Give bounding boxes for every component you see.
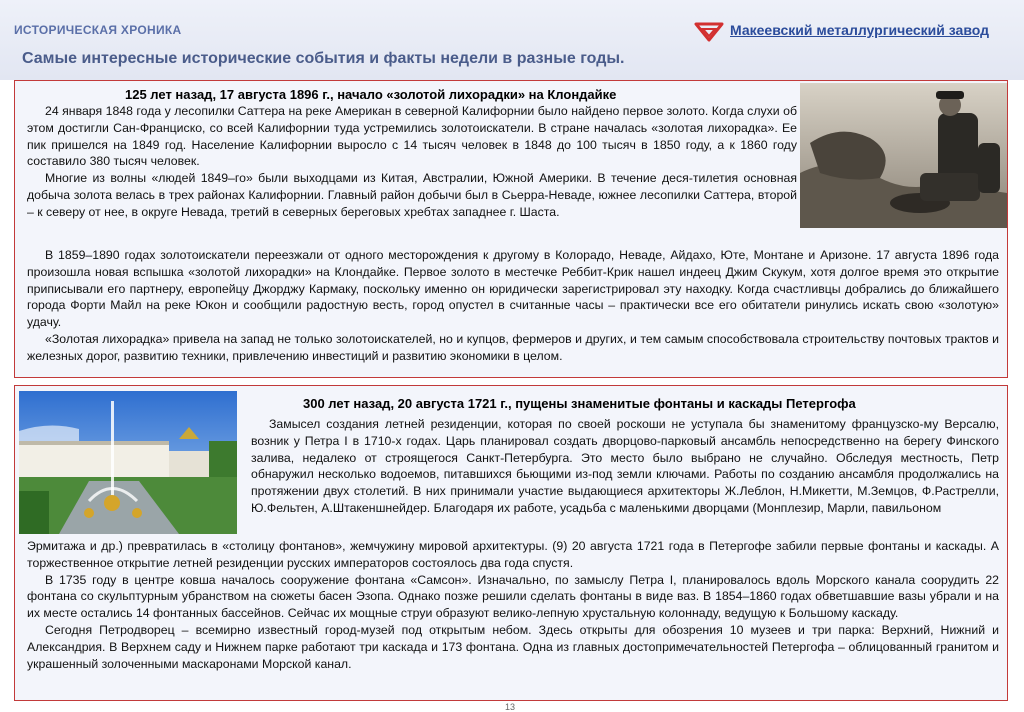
paragraph: «Золотая лихорадка» привела на запад не только золотоискателей, но и купцов, фермеров и других, и тем самым способствовала строительству почтовых трактов и железных дорог, развитию техники, привлечению инвестиций и развитию экономики в целом. [27,331,999,363]
paragraph: Эрмитажа и др.) превратилась в «столицу фонтанов», жемчужину мировой архитектуры. (9) 20 августа 1721 года в Петергофе забили первые фонтаны и каскады. А торжественное открытие летней резиденции русских императоров состоялось два года спустя. [27,539,999,570]
paragraph: Многие из волны «людей 1849–го» были выходцами из Китая, Австралии, Южной Америки. В течение деся-тилетия основная добыча золота велась в трех районах Калифорнии. Главный район добычи был в Сьерра-Неваде, южнее лесопилки Саттера, второй – к северу от нее, в округе Невада, третий в северных береговых хребтах западнее г. Шаста. [27,171,797,219]
article-text-full [27,538,999,672]
peterhof-fountains-photo [19,391,237,534]
article-text-full [27,247,999,365]
header-band [0,0,1024,80]
paragraph: В 1735 году в центре ковша началось сооружение фонтана «Самсон». Изначально, по замыслу Петра I, планировалось вдоль Морского канала соорудить 22 фонтана со скульптурным убранством на сюжеты басен Эзопа. Однако позже решили сделать фонтаны в виде ваз. В 1854–1860 годах обветшавшие вазы убрали и на их месте остались 14 фонтанных бассейнов. Сейчас их мощные струи образуют велико-лепную хрустальную колоннаду, ведущую к Большому каскаду. [27,572,999,621]
article-klondike [14,80,1008,378]
article-peterhof [14,385,1008,701]
page-number: 13 [505,702,516,712]
paragraph: Замысел создания летней резиденции, которая по своей роскоши не уступала бы знаменитому французско-му Версалю, возник у Петра I в 1710-х годах. Царь планировал создать дворцово-парковый ансамбль непосредственно на берегу Финского залива, недалеко от строящегося Санкт-Петербурга. Это место было выбрано не случайно. Обследуя местность, Петр обнаружил несколько водоемов, питавшихся бьющими из-под земли ключами. Работы по созданию ансамбля продолжались на протяжении двух столетий. В них принимали участие выдающиеся архитекторы Ж.Леблон, Н.Микетти, М.Земцов, Ф.Растрелли, Ю.Фельтен, А.Штакеншнейдер. Благодаря их работе, усадьба с маленькими дворцами (Монплезир, Марли, павильоном [251,417,999,515]
paragraph: 24 января 1848 года у лесопилки Саттера на реке Американ в северной Калифорнии было найдено первое золото. Когда слухи об этом достигли Сан-Франциско, со всей Калифорнии туда устремились золотоискатели. В стране началась «золотая лихорадка». Ее пик пришелся на 1849 год. Население Калифорнии выросло с 14 тысяч человек в 1848 до 100 тысяч в 1850 году, а к 1860 году составило 380 тысяч человек. [27,104,797,169]
company-name: Макеевский металлургический завод [730,22,990,38]
company-logo-icon [694,20,724,42]
paragraph: Сегодня Петродворец – всемирно известный город-музей под открытым небом. Здесь открыты для обозрения 10 музеев и три парка: Верхний, Нижний и Александрия. В Верхнем саду и Нижнем парке работают три каскада и 173 фонтана. Одна из главных достопримечательностей Петергофа – облицованный гранитом и украшенный золоченными маскаронами Морской канал. [27,622,999,671]
section-tag: ИСТОРИЧЕСКАЯ ХРОНИКА [14,23,182,37]
paragraph: В 1859–1890 годах золотоискатели переезжали от одного месторождения к другому в Колорадо, Неваде, Айдахо, Юте, Монтане и Аризоне. 17 августа 1896 года произошла новая вспышка «золотой лихорадки» на Клондайке. Первое золото в местечке Реббит-Крик нашел индеец Джим Скукум, хотя долгое время это открытие приписывали его партнеру, европейцу Джорджу Кармаку, поскольку именно он юридически зарегистрировал эту находку. Когда счастливцы добрались до ближайшего города Форти Майл на реке Юкон и сообщили радостную весть, город опустел в считанные часы – практически все его обитатели ринулись искать свою «золотую» удачу. [27,248,999,330]
article-title: 125 лет назад, 17 августа 1896 г., начало «золотой лихорадки» на Клондайке [125,87,617,102]
gold-prospector-photo [800,83,1007,228]
article-title: 300 лет назад, 20 августа 1721 г., пущены знаменитые фонтаны и каскады Петергофа [303,396,856,411]
page-subtitle: Самые интересные исторические события и факты недели в разные годы. [22,50,625,67]
article-text-wrap [251,416,999,517]
article-text-wrap [27,103,797,221]
